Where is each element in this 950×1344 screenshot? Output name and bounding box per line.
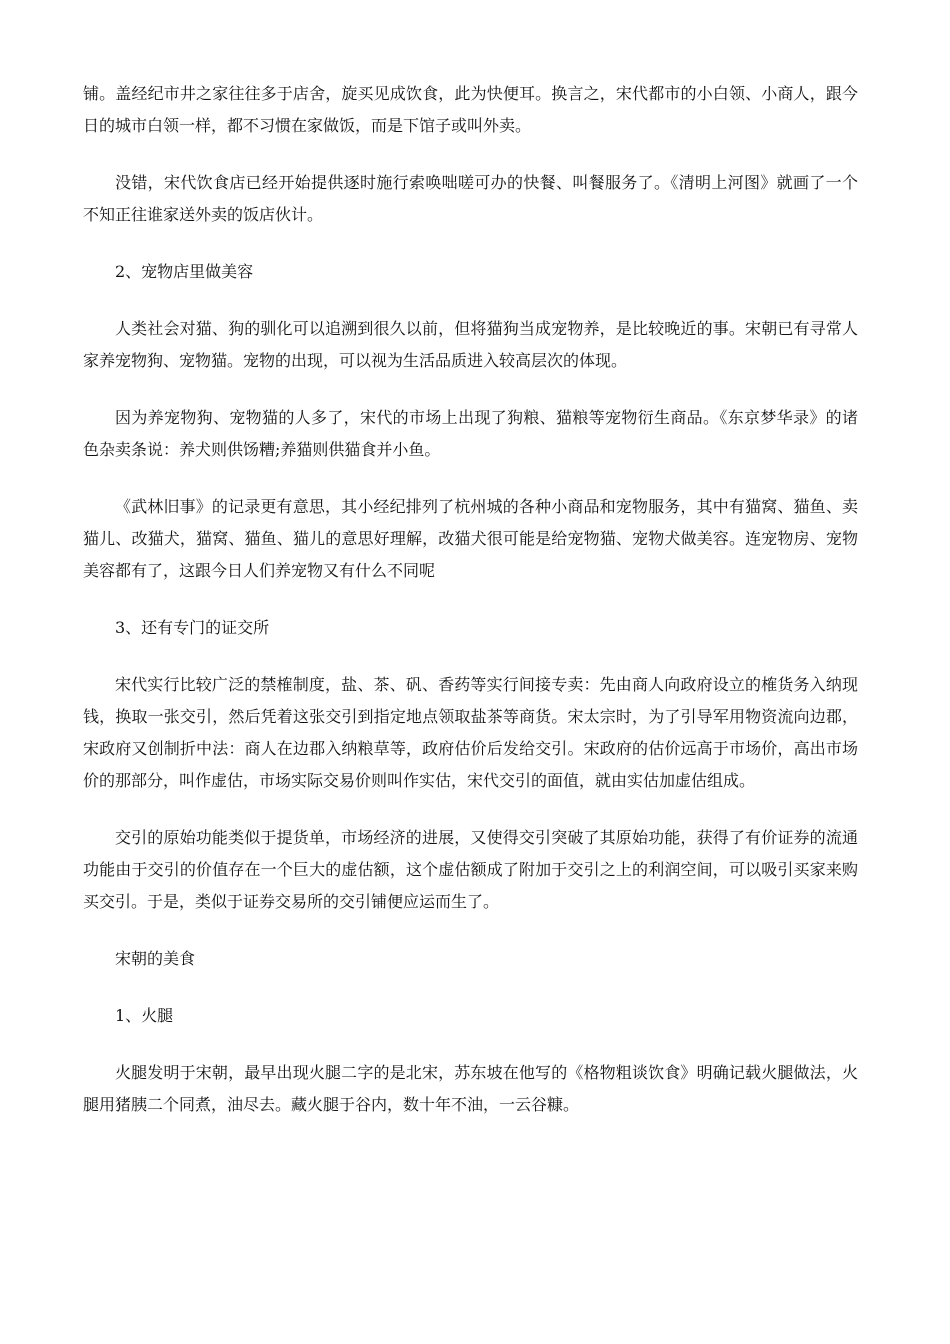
paragraph-monopoly-system: 宋代实行比较广泛的禁榷制度，盐、茶、矾、香药等实行间接专卖：先由商人向政府设立的榷货务入纳现钱，换取一张交引，然后凭着这张交引到指定地点领取盐茶等商货。宋太宗时，为了引导军用物资流向边郡，宋政府又创制折中法：商人在边郡入纳粮草等，政府估价后发给交引。宋政府的估价远高于市场价，高出市场价的那部分，叫作虚估，市场实际交易价则叫作实估，宋代交引的面值，就由实估加虚估组成。	[83, 675, 858, 790]
paragraph-pet-services: 《武林旧事》的记录更有意思，其小经纪排列了杭州城的各种小商品和宠物服务，其中有猫窝、猫鱼、卖猫儿、改猫犬，猫窝、猫鱼、猫儿的意思好理解，改猫犬很可能是给宠物猫、宠物犬做美容。连宠物房、宠物美容都有了，这跟今日人们养宠物又有什么不同呢	[83, 497, 858, 580]
heading-ham: 1、火腿	[115, 1006, 174, 1025]
heading-song-cuisine: 宋朝的美食	[115, 949, 196, 968]
paragraph-ham-history: 火腿发明于宋朝，最早出现火腿二字的是北宋，苏东坡在他写的《格物粗谈饮食》明确记载火腿做法，火腿用猪胰二个同煮，油尽去。藏火腿于谷内，数十年不油，一云谷糠。	[83, 1063, 858, 1114]
paragraph-delivery-service: 没错，宋代饮食店已经开始提供逐时施行索唤咄嗟可办的快餐、叫餐服务了。《清明上河图》就画了一个不知正往谁家送外卖的饭店伙计。	[83, 173, 858, 224]
paragraph-jiaoyin-trading: 交引的原始功能类似于提货单，市场经济的进展，又使得交引突破了其原始功能，获得了有价证券的流通功能由于交引的价值存在一个巨大的虚估额，这个虚估额成了附加于交引之上的利润空间，可以吸引买家来购买交引。于是，类似于证券交易所的交引铺便应运而生了。	[83, 828, 858, 911]
heading-stock-exchange: 3、还有专门的证交所	[115, 618, 270, 637]
paragraph-takeout-continued: 铺。盖经纪市井之家往往多于店舍，旋买见成饮食，此为快便耳。换言之，宋代都市的小白领、小商人，跟今日的城市白领一样，都不习惯在家做饭，而是下馆子或叫外卖。	[83, 84, 858, 135]
document-page	[83, 78, 858, 1146]
paragraph-pet-food: 因为养宠物狗、宠物猫的人多了，宋代的市场上出现了狗粮、猫粮等宠物衍生商品。《东京梦华录》的诸色杂卖条说：养犬则供饧糟;养猫则供猫食并小鱼。	[83, 408, 858, 459]
paragraph-pet-domestication: 人类社会对猫、狗的驯化可以追溯到很久以前，但将猫狗当成宠物养，是比较晚近的事。宋朝已有寻常人家养宠物狗、宠物猫。宠物的出现，可以视为生活品质进入较高层次的体现。	[83, 319, 858, 370]
heading-pet-grooming: 2、宠物店里做美容	[115, 262, 254, 281]
